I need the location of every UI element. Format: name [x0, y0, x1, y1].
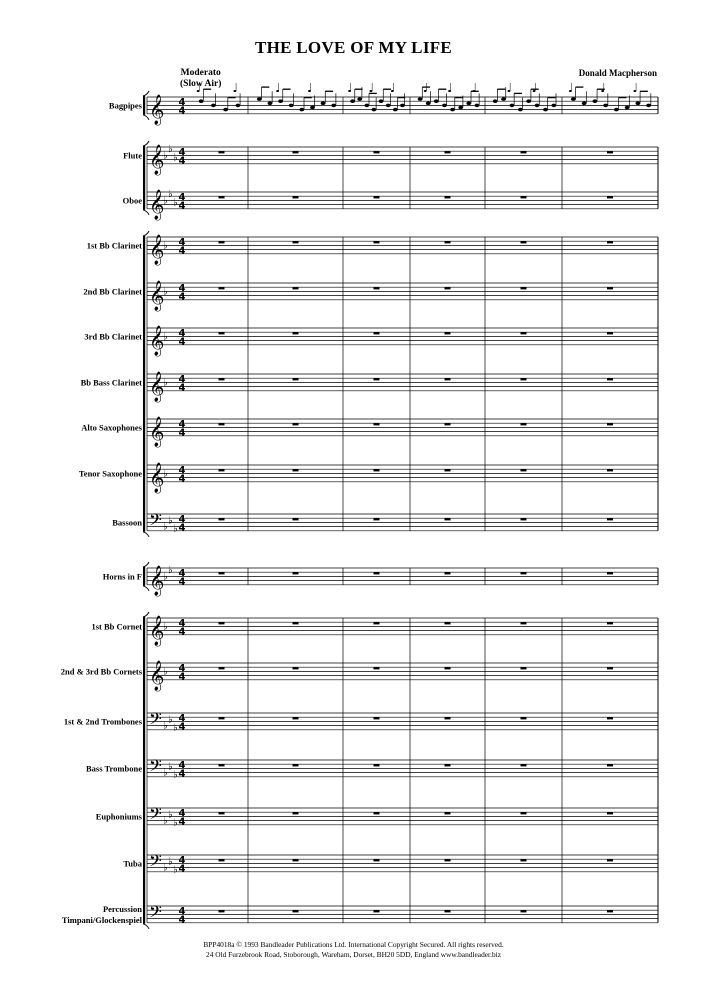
- note-head: [235, 104, 240, 108]
- whole-rest: [293, 196, 299, 198]
- whole-rest: [219, 518, 225, 520]
- whole-rest: [219, 667, 225, 669]
- whole-rest: [219, 378, 225, 380]
- note-head: [526, 99, 531, 103]
- whole-rest: [607, 859, 613, 861]
- time-signature-top: 4: [178, 712, 186, 724]
- time-signature-top: 4: [178, 327, 186, 339]
- instrument-name: Bassoon: [112, 517, 142, 528]
- group-bracket: [143, 96, 145, 115]
- footer-copyright: BPP4018a © 1993 Bandleader Publications Ltd. International Copyright Secured. All rights reserved.: [203, 940, 504, 949]
- note-head: [543, 108, 548, 112]
- group-bracket: [143, 236, 145, 532]
- staff-3: [123, 189, 658, 221]
- treble-clef-icon: 𝄞: [149, 189, 165, 220]
- flat-sign-icon: ♭: [173, 769, 178, 781]
- whole-rest: [607, 622, 613, 624]
- flat-sign-icon: ♭: [163, 521, 168, 533]
- flat-sign-icon: ♭: [163, 767, 168, 779]
- whole-rest: [293, 332, 299, 334]
- staff-5: [83, 280, 658, 312]
- treble-clef-icon: 𝄞: [149, 371, 165, 402]
- whole-rest: [521, 332, 527, 334]
- flat-sign-icon: ♭: [163, 621, 168, 633]
- whole-rest: [445, 151, 451, 153]
- flat-sign-icon: ♭: [173, 152, 178, 164]
- time-signature-top: 4: [178, 96, 186, 108]
- whole-rest: [219, 151, 225, 153]
- flat-sign-icon: ♭: [163, 195, 168, 207]
- note-head: [364, 104, 369, 108]
- time-signature-bottom: 4: [178, 522, 186, 534]
- whole-rest: [607, 667, 613, 669]
- note-head: [393, 108, 398, 112]
- note-head: [331, 104, 336, 108]
- staff-9: [79, 462, 658, 494]
- time-signature-top: 4: [178, 146, 186, 158]
- whole-rest: [374, 812, 380, 814]
- flat-sign-icon: ♭: [168, 515, 173, 527]
- instrument-name: Oboe: [122, 195, 142, 206]
- whole-rest: [374, 764, 380, 766]
- flat-sign-icon: ♭: [163, 720, 168, 732]
- time-signature-top: 4: [178, 418, 186, 430]
- whole-rest: [374, 423, 380, 425]
- flat-sign-icon: ♭: [168, 809, 173, 821]
- instrument-name: Flute: [123, 150, 142, 161]
- whole-rest: [293, 241, 299, 243]
- flat-sign-icon: ♭: [168, 189, 173, 201]
- note-head: [518, 108, 523, 112]
- note-head: [278, 99, 283, 103]
- whole-rest: [607, 151, 613, 153]
- whole-rest: [374, 378, 380, 380]
- whole-rest: [607, 241, 613, 243]
- whole-rest: [219, 287, 225, 289]
- time-signature-top: 4: [178, 759, 186, 771]
- whole-rest: [607, 378, 613, 380]
- note-head: [635, 102, 640, 106]
- time-signature-bottom: 4: [178, 863, 186, 875]
- bass-clef-icon: 𝄢: [149, 803, 162, 828]
- note-head: [442, 104, 447, 108]
- whole-rest: [445, 859, 451, 861]
- time-signature-top: 4: [178, 905, 186, 917]
- note-head: [450, 108, 455, 112]
- instrument-name: 1st Bb Clarinet: [86, 240, 142, 251]
- time-signature-bottom: 4: [178, 626, 186, 638]
- note-head: [211, 104, 216, 108]
- flat-sign-icon: ♭: [163, 468, 168, 480]
- whole-rest: [293, 287, 299, 289]
- note-head: [466, 102, 471, 106]
- whole-rest: [445, 241, 451, 243]
- whole-rest: [445, 423, 451, 425]
- treble-clef-icon: 𝄞: [149, 416, 165, 447]
- whole-rest: [607, 469, 613, 471]
- time-signature-top: 4: [178, 617, 186, 629]
- whole-rest: [219, 332, 225, 334]
- whole-rest: [293, 423, 299, 425]
- note-head: [400, 104, 405, 108]
- whole-rest: [293, 717, 299, 719]
- whole-rest: [607, 910, 613, 912]
- note-head: [510, 104, 515, 108]
- time-signature-bottom: 4: [178, 576, 186, 588]
- whole-rest: [219, 622, 225, 624]
- whole-rest: [293, 518, 299, 520]
- whole-rest: [521, 812, 527, 814]
- note-head: [223, 108, 228, 112]
- staff-12: [91, 615, 658, 647]
- note-head: [614, 108, 619, 112]
- treble-clef-icon: 𝄞: [149, 565, 165, 596]
- flat-sign-icon: ♭: [168, 761, 173, 773]
- note-head: [592, 99, 597, 103]
- whole-rest: [219, 469, 225, 471]
- note-head: [418, 97, 423, 101]
- time-signature-bottom: 4: [178, 245, 186, 257]
- whole-rest: [374, 717, 380, 719]
- whole-rest: [521, 667, 527, 669]
- instrument-name: Euphoniums: [95, 811, 142, 822]
- instrument-name: Alto Saxophones: [81, 422, 142, 433]
- staff-7: [81, 371, 658, 403]
- flat-sign-icon: ♭: [163, 331, 168, 343]
- whole-rest: [445, 332, 451, 334]
- time-signature-top: 4: [178, 373, 186, 385]
- whole-rest: [607, 717, 613, 719]
- whole-rest: [607, 196, 613, 198]
- whole-rest: [374, 287, 380, 289]
- whole-rest: [521, 151, 527, 153]
- group-bracket: [143, 146, 145, 210]
- whole-rest: [219, 859, 225, 861]
- whole-rest: [445, 518, 451, 520]
- staff-group-3: [143, 231, 658, 537]
- instrument-name: 3rd Bb Clarinet: [84, 331, 142, 342]
- note-head: [379, 99, 384, 103]
- flat-sign-icon: ♭: [168, 856, 173, 868]
- whole-rest: [607, 332, 613, 334]
- note-head: [535, 104, 540, 108]
- note-head: [357, 97, 362, 101]
- composer-name: Donald Macpherson: [578, 68, 657, 78]
- time-signature-bottom: 4: [178, 427, 186, 439]
- time-signature-bottom: 4: [178, 671, 186, 683]
- staff-1: [109, 83, 658, 126]
- whole-rest: [293, 469, 299, 471]
- whole-rest: [293, 151, 299, 153]
- whole-rest: [374, 518, 380, 520]
- staff-17: [123, 851, 658, 876]
- staff-15: [86, 756, 658, 781]
- instrument-name: 1st Bb Cornet: [91, 621, 142, 632]
- note-head: [458, 106, 463, 110]
- whole-rest: [445, 667, 451, 669]
- staff-6: [84, 325, 658, 357]
- whole-rest: [445, 196, 451, 198]
- whole-rest: [374, 667, 380, 669]
- time-signature-top: 4: [178, 236, 186, 248]
- time-signature-bottom: 4: [178, 336, 186, 348]
- time-signature-top: 4: [178, 464, 186, 476]
- whole-rest: [374, 151, 380, 153]
- whole-rest: [521, 378, 527, 380]
- whole-rest: [445, 910, 451, 912]
- time-signature-bottom: 4: [178, 768, 186, 780]
- bass-clef-icon: 𝄢: [149, 509, 162, 534]
- instrument-name: Tuba: [123, 858, 142, 869]
- note-head: [434, 99, 439, 103]
- whole-rest: [219, 910, 225, 912]
- note-head: [199, 99, 204, 103]
- note-head: [321, 102, 326, 106]
- treble-clef-icon: 𝄞: [149, 234, 165, 265]
- note-head: [350, 99, 355, 103]
- flat-sign-icon: ♭: [168, 144, 173, 156]
- staff-18: [62, 902, 658, 926]
- bass-clef-icon: 𝄢: [149, 755, 162, 780]
- time-signature-bottom: 4: [178, 473, 186, 485]
- note-head: [257, 97, 262, 101]
- tempo-main: Moderato: [180, 68, 221, 78]
- whole-rest: [521, 241, 527, 243]
- time-signature-bottom: 4: [178, 914, 186, 926]
- note-head: [268, 102, 273, 106]
- staff-16: [96, 804, 658, 829]
- whole-rest: [521, 572, 527, 574]
- whole-rest: [219, 241, 225, 243]
- note-head: [646, 104, 651, 108]
- whole-rest: [293, 764, 299, 766]
- whole-rest: [219, 423, 225, 425]
- whole-rest: [374, 572, 380, 574]
- time-signature-top: 4: [178, 854, 186, 866]
- whole-rest: [521, 717, 527, 719]
- group-bracket: [143, 567, 145, 586]
- flat-sign-icon: ♭: [168, 565, 173, 577]
- whole-rest: [374, 859, 380, 861]
- instrument-name: 1st & 2nd Trombones: [63, 716, 142, 727]
- whole-rest: [445, 622, 451, 624]
- instrument-name: Timpani/Glockenspiel: [61, 914, 142, 925]
- staff-10: [112, 510, 658, 535]
- whole-rest: [445, 717, 451, 719]
- whole-rest: [521, 423, 527, 425]
- whole-rest: [607, 812, 613, 814]
- whole-rest: [293, 378, 299, 380]
- time-signature-bottom: 4: [178, 721, 186, 733]
- whole-rest: [219, 717, 225, 719]
- flat-sign-icon: ♭: [163, 862, 168, 874]
- time-signature-top: 4: [178, 662, 186, 674]
- whole-rest: [374, 196, 380, 198]
- instrument-name: Bass Trombone: [86, 763, 142, 774]
- instrument-name: Horns in F: [102, 571, 142, 582]
- whole-rest: [293, 622, 299, 624]
- whole-rest: [293, 812, 299, 814]
- whole-rest: [521, 518, 527, 520]
- copyright-footer: [0, 940, 707, 960]
- flat-sign-icon: ♭: [163, 666, 168, 678]
- whole-rest: [521, 622, 527, 624]
- note-head: [386, 104, 391, 108]
- time-signature-top: 4: [178, 513, 186, 525]
- treble-clef-icon: 𝄞: [149, 660, 165, 691]
- whole-rest: [445, 469, 451, 471]
- whole-rest: [445, 287, 451, 289]
- flat-sign-icon: ♭: [163, 150, 168, 162]
- whole-rest: [374, 910, 380, 912]
- instrument-name: Bb Bass Clarinet: [80, 377, 142, 388]
- note-head: [625, 106, 630, 110]
- whole-rest: [607, 423, 613, 425]
- whole-rest: [445, 812, 451, 814]
- note-head: [426, 102, 431, 106]
- whole-rest: [521, 287, 527, 289]
- note-head: [493, 99, 498, 103]
- time-signature-top: 4: [178, 567, 186, 579]
- instrument-name: 2nd Bb Clarinet: [83, 286, 142, 297]
- note-head: [571, 97, 576, 101]
- whole-rest: [374, 622, 380, 624]
- flat-sign-icon: ♭: [163, 815, 168, 827]
- staff-14: [64, 709, 658, 734]
- time-signature-bottom: 4: [178, 105, 186, 117]
- whole-rest: [374, 332, 380, 334]
- staff-8: [81, 416, 658, 448]
- whole-rest: [219, 812, 225, 814]
- note-head: [475, 104, 480, 108]
- staff-2: [123, 144, 658, 176]
- instrument-name: Tenor Saxophone: [78, 468, 142, 479]
- footer-address: 24 Old Furzebrook Road, Stoborough, Wareham, Dorset, BH20 5DD, England www.bandleader.biz: [206, 950, 501, 959]
- time-signature-bottom: 4: [178, 155, 186, 167]
- bass-clef-icon: 𝄢: [149, 850, 162, 875]
- whole-rest: [607, 518, 613, 520]
- flat-sign-icon: ♭: [163, 240, 168, 252]
- flat-sign-icon: ♭: [173, 722, 178, 734]
- note-head: [289, 104, 294, 108]
- note-head: [299, 108, 304, 112]
- treble-clef-icon: 𝄞: [149, 94, 165, 125]
- whole-rest: [293, 667, 299, 669]
- note-head: [310, 106, 315, 110]
- whole-rest: [219, 764, 225, 766]
- whole-rest: [374, 469, 380, 471]
- tempo-sub: (Slow Air): [180, 79, 222, 89]
- staff-group-5: [143, 612, 658, 929]
- flat-sign-icon: ♭: [168, 714, 173, 726]
- staff-11: [103, 565, 658, 597]
- flat-sign-icon: ♭: [163, 571, 168, 583]
- treble-clef-icon: 𝄞: [149, 280, 165, 311]
- staff-4: [87, 234, 658, 266]
- whole-rest: [445, 572, 451, 574]
- flat-sign-icon: ♭: [173, 864, 178, 876]
- whole-rest: [607, 572, 613, 574]
- whole-rest: [521, 196, 527, 198]
- whole-rest: [293, 910, 299, 912]
- instrument-name: Bagpipes: [108, 100, 142, 111]
- whole-rest: [521, 469, 527, 471]
- time-signature-bottom: 4: [178, 816, 186, 828]
- treble-clef-icon: 𝄞: [149, 615, 165, 646]
- whole-rest: [607, 287, 613, 289]
- time-signature-bottom: 4: [178, 200, 186, 212]
- flat-sign-icon: ♭: [173, 197, 178, 209]
- group-bracket: [143, 617, 145, 924]
- note-head: [551, 104, 556, 108]
- whole-rest: [521, 764, 527, 766]
- note-head: [372, 108, 377, 112]
- flat-sign-icon: ♭: [173, 817, 178, 829]
- whole-rest: [521, 859, 527, 861]
- bass-clef-icon: 𝄢: [149, 708, 162, 733]
- whole-rest: [374, 241, 380, 243]
- time-signature-top: 4: [178, 807, 186, 819]
- time-signature-bottom: 4: [178, 382, 186, 394]
- treble-clef-icon: 𝄞: [149, 462, 165, 493]
- note-head: [603, 104, 608, 108]
- whole-rest: [293, 859, 299, 861]
- time-signature-bottom: 4: [178, 291, 186, 303]
- whole-rest: [293, 572, 299, 574]
- note-head: [582, 102, 587, 106]
- time-signature-top: 4: [178, 282, 186, 294]
- whole-rest: [219, 196, 225, 198]
- flat-sign-icon: ♭: [163, 377, 168, 389]
- flat-sign-icon: ♭: [163, 286, 168, 298]
- instrument-name: 2nd & 3rd Bb Cornets: [60, 666, 142, 677]
- whole-rest: [445, 764, 451, 766]
- whole-rest: [521, 910, 527, 912]
- bass-clef-icon: 𝄢: [149, 901, 162, 926]
- treble-clef-icon: 𝄞: [149, 325, 165, 356]
- flat-sign-icon: ♭: [173, 523, 178, 535]
- time-signature-top: 4: [178, 191, 186, 203]
- whole-rest: [607, 764, 613, 766]
- instrument-name: Percussion: [102, 903, 142, 914]
- score-title: THE LOVE OF MY LIFE: [254, 38, 453, 57]
- treble-clef-icon: 𝄞: [149, 144, 165, 175]
- whole-rest: [219, 572, 225, 574]
- staff-13: [61, 660, 658, 692]
- whole-rest: [445, 378, 451, 380]
- note-head: [501, 97, 506, 101]
